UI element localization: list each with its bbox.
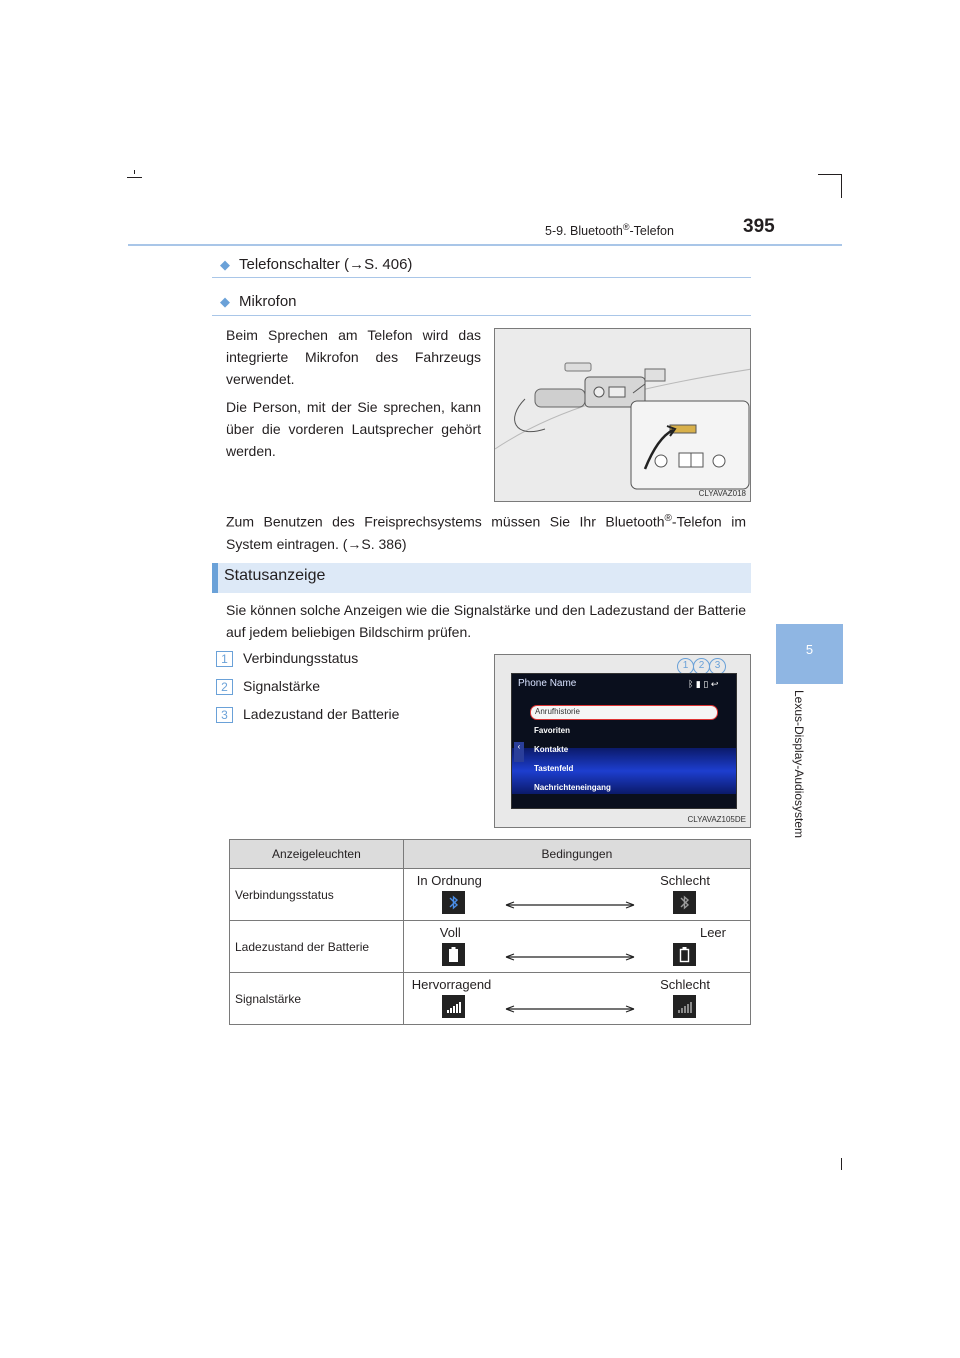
running-header: 5-9. Bluetooth®-Telefon bbox=[545, 222, 674, 239]
page-number: 395 bbox=[743, 216, 775, 237]
phone-screen bbox=[511, 673, 737, 809]
callout-1: 1 bbox=[677, 658, 694, 675]
double-arrow-icon bbox=[504, 901, 636, 909]
menu-item-nachrichteneingang[interactable]: Nachrichteneingang bbox=[534, 783, 611, 792]
item-number-3: 3 bbox=[216, 707, 233, 723]
figure-code: CLYAVAZ105DE bbox=[687, 815, 746, 824]
item-label-verbindungsstatus: Verbindungsstatus bbox=[243, 650, 359, 666]
crop-mark bbox=[818, 174, 842, 175]
subsection-rule bbox=[212, 277, 751, 278]
phone-screen-figure bbox=[494, 654, 751, 828]
battery-icon: ▯ bbox=[703, 679, 709, 689]
signal-icon bbox=[442, 995, 465, 1018]
row-label: Ladezustand der Batterie bbox=[230, 921, 404, 973]
double-arrow-icon bbox=[504, 953, 636, 961]
item-number-1: 1 bbox=[216, 651, 233, 667]
condition-right: Leer bbox=[699, 925, 726, 940]
diamond-icon: ◆ bbox=[220, 294, 230, 309]
row-label: Signalstärke bbox=[230, 973, 404, 1025]
battery-icon bbox=[442, 943, 465, 966]
mikrofon-paragraph-3: Zum Benutzen des Freisprechsystems müssen Sie Ihr Bluetooth®-Telefon im System eintragen. (→S. 386) bbox=[226, 513, 746, 552]
microphone-figure bbox=[494, 328, 751, 502]
item-number-2: 2 bbox=[216, 679, 233, 695]
callout-2: 2 bbox=[693, 658, 710, 675]
section-heading-statusanzeige: Statusanzeige bbox=[212, 563, 751, 593]
condition-right: Schlecht bbox=[660, 977, 710, 992]
chapter-tab: 5 bbox=[776, 624, 843, 684]
table-row bbox=[230, 921, 751, 973]
table-header-bedingungen: Bedingungen bbox=[403, 840, 750, 869]
bluetooth-icon bbox=[442, 891, 465, 914]
subsection-telefonschalter: ◆ Telefonschalter (→S. 406) bbox=[220, 256, 413, 273]
menu-item-kontakte[interactable]: Kontakte bbox=[534, 745, 569, 754]
condition-right: Schlecht bbox=[660, 873, 710, 888]
crop-mark bbox=[841, 1158, 842, 1170]
row-label: Verbindungsstatus bbox=[230, 869, 404, 921]
signal-icon bbox=[673, 995, 696, 1018]
item-label-ladezustand: Ladezustand der Batterie bbox=[243, 706, 400, 722]
double-arrow-icon bbox=[504, 1005, 636, 1013]
subsection-mikrofon: ◆ Mikrofon bbox=[220, 293, 297, 310]
condition-cell bbox=[403, 921, 750, 973]
mikrofon-paragraph-1: Beim Sprechen am Telefon wird das integrierte Mikrofon des Fahrzeugs verwendet. bbox=[226, 327, 481, 387]
table-row bbox=[230, 973, 751, 1025]
side-menu-button[interactable]: ‹ bbox=[514, 742, 524, 762]
crop-mark bbox=[841, 174, 842, 198]
headliner-illustration bbox=[495, 329, 751, 502]
item-label-signalstaerke: Signalstärke bbox=[243, 678, 321, 694]
condition-left: In Ordnung bbox=[416, 873, 482, 888]
condition-left: Hervorragend bbox=[411, 977, 492, 992]
diamond-icon: ◆ bbox=[220, 257, 230, 272]
phone-name-title: Phone Name bbox=[518, 678, 577, 689]
mikrofon-paragraph-2: Die Person, mit der Sie sprechen, kann über die vorderen Lautsprecher gehört werden. bbox=[226, 399, 481, 459]
crop-mark bbox=[127, 177, 142, 178]
chapter-label: Lexus-Display-Audiosystem bbox=[792, 690, 806, 839]
menu-item-anrufhistorie[interactable]: Anrufhistorie bbox=[530, 705, 718, 720]
figure-code: CLYAVAZ018 bbox=[698, 489, 746, 498]
statusanzeige-intro: Sie können solche Anzeigen wie die Signalstärke und den Ladezustand der Batterie auf jedem beliebigen Bildschirm prüfen. bbox=[226, 602, 746, 640]
bluetooth-icon: ᛒ bbox=[688, 679, 694, 689]
header-rule bbox=[128, 244, 842, 246]
bluetooth-icon bbox=[673, 891, 696, 914]
menu-item-tastenfeld[interactable]: Tastenfeld bbox=[534, 764, 574, 773]
battery-icon bbox=[673, 943, 696, 966]
condition-cell bbox=[403, 869, 750, 921]
crop-mark bbox=[134, 170, 135, 174]
table-row bbox=[230, 869, 751, 921]
callout-3: 3 bbox=[709, 658, 726, 675]
condition-left: Voll bbox=[439, 925, 461, 940]
menu-item-favoriten[interactable]: Favoriten bbox=[534, 726, 571, 735]
signal-icon: ▮ bbox=[695, 679, 701, 689]
subsection-rule bbox=[212, 315, 751, 316]
status-table bbox=[229, 839, 751, 1025]
back-icon: ↩ bbox=[710, 679, 719, 689]
status-icons bbox=[688, 679, 718, 690]
condition-cell bbox=[403, 973, 750, 1025]
table-header-anzeigeleuchten: Anzeigeleuchten bbox=[230, 840, 404, 869]
